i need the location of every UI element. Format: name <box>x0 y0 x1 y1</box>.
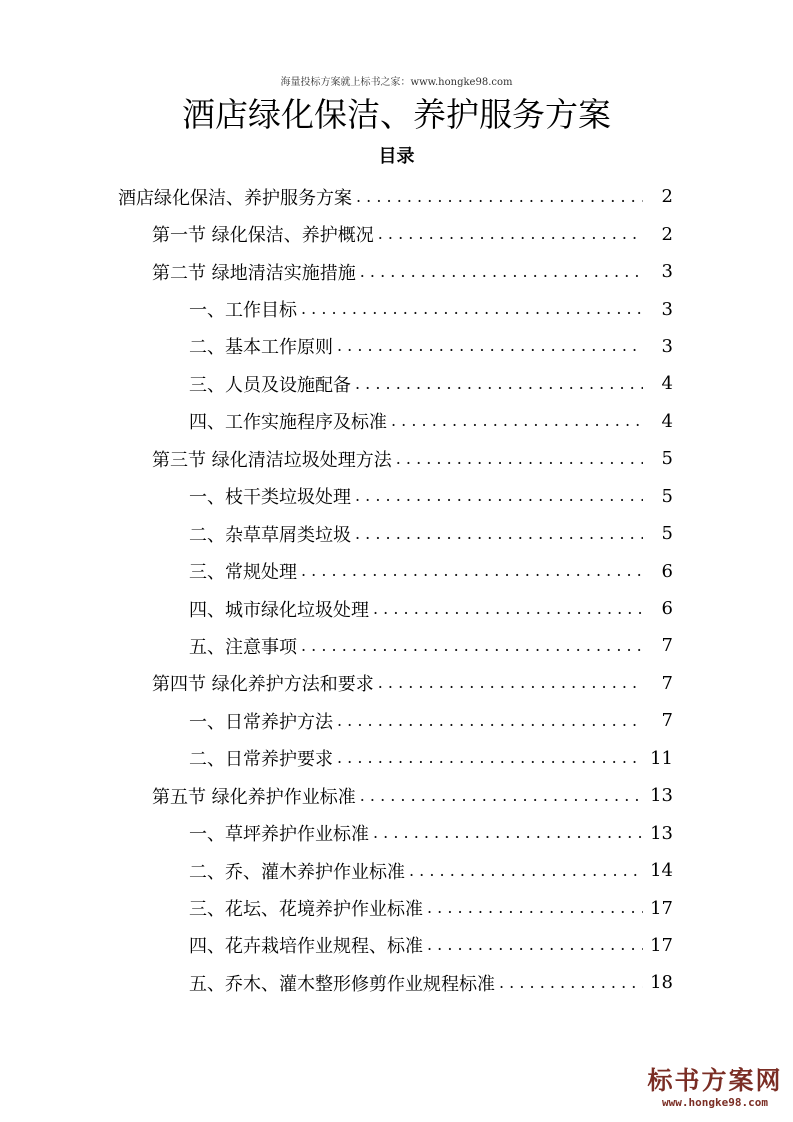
toc-dot-leader <box>301 560 643 582</box>
toc-entry-title: 第三节 绿化清洁垃圾处理方法 <box>152 449 392 471</box>
toc-entry-title: 四、工作实施程序及标准 <box>189 412 387 434</box>
toc-page-number: 4 <box>661 373 673 395</box>
toc-dot-leader <box>301 298 643 320</box>
toc-page-number: 13 <box>650 822 673 844</box>
toc-entry-title: 五、注意事项 <box>189 636 297 658</box>
toc-entry[interactable] <box>0 627 793 664</box>
toc-page-number: 13 <box>650 785 673 807</box>
toc-dot-leader <box>378 223 643 245</box>
toc-page-number: 3 <box>661 335 673 357</box>
toc-page-number: 18 <box>650 972 673 994</box>
toc-entry[interactable] <box>0 964 793 1001</box>
toc-entry-title: 二、乔、灌木养护作业标准 <box>189 861 405 883</box>
toc-dot-leader <box>409 860 643 882</box>
toc-page-number: 5 <box>661 448 673 470</box>
toc-entry-title: 第一节 绿化保洁、养护概况 <box>152 225 374 247</box>
header-note: 海量投标方案就上标书之家：www.hongke98.com <box>280 77 513 88</box>
toc-page-number: 14 <box>650 860 673 882</box>
toc-page-number: 2 <box>661 223 673 245</box>
toc-heading: 目录 <box>378 146 415 167</box>
toc-dot-leader <box>391 410 643 432</box>
toc-entry[interactable] <box>0 552 793 589</box>
toc-entry[interactable] <box>0 290 793 327</box>
toc-dot-leader <box>373 598 643 620</box>
toc-entry-title: 三、人员及设施配备 <box>189 374 351 396</box>
toc-entry-title: 二、杂草草屑类垃圾 <box>189 524 351 546</box>
toc-entry[interactable] <box>0 590 793 627</box>
toc-dot-leader <box>499 972 643 994</box>
toc-entry-title: 二、基本工作原则 <box>189 337 333 359</box>
toc-entry[interactable] <box>0 852 793 889</box>
toc-dot-leader <box>373 822 643 844</box>
toc-page-number: 5 <box>661 523 673 545</box>
toc-dot-leader <box>337 710 643 732</box>
toc-entry-title: 第二节 绿地清洁实施措施 <box>152 262 356 284</box>
toc-page-number: 6 <box>661 598 673 620</box>
toc-page-number: 17 <box>650 934 673 956</box>
toc-dot-leader <box>355 373 643 395</box>
toc-dot-leader <box>337 335 643 357</box>
toc-page-number: 17 <box>650 897 673 919</box>
toc-page-number: 7 <box>661 710 673 732</box>
toc-entry-title: 四、城市绿化垃圾处理 <box>189 599 369 621</box>
toc-entry-title: 第四节 绿化养护方法和要求 <box>152 674 374 696</box>
toc-entry[interactable] <box>0 365 793 402</box>
toc-entry[interactable] <box>0 253 793 290</box>
toc-page-number: 11 <box>650 747 673 769</box>
toc-entry[interactable] <box>0 740 793 777</box>
toc-entry-title: 一、日常养护方法 <box>189 711 333 733</box>
toc-dot-leader <box>356 186 643 208</box>
toc-entry[interactable] <box>0 328 793 365</box>
toc-page-number: 4 <box>661 410 673 432</box>
toc-dot-leader <box>337 747 643 769</box>
toc-page-number: 3 <box>661 261 673 283</box>
toc-entry[interactable] <box>0 777 793 814</box>
toc-page-number: 7 <box>661 672 673 694</box>
toc-dot-leader <box>355 523 643 545</box>
toc-dot-leader <box>360 261 643 283</box>
toc-entry[interactable] <box>0 889 793 926</box>
toc-page-number: 5 <box>661 485 673 507</box>
toc-entry-title: 一、工作目标 <box>189 300 297 322</box>
toc-entry-title: 酒店绿化保洁、养护服务方案 <box>118 187 352 209</box>
toc-entry-title: 一、草坪养护作业标准 <box>189 824 369 846</box>
toc-entry-title: 五、乔木、灌木整形修剪作业规程标准 <box>189 973 495 995</box>
toc-page-number: 7 <box>661 635 673 657</box>
toc-entry-title: 三、花坛、花境养护作业标准 <box>189 899 423 921</box>
toc-page-number: 6 <box>661 560 673 582</box>
toc-entry[interactable] <box>0 702 793 739</box>
toc-entry[interactable] <box>0 665 793 702</box>
toc-entry[interactable] <box>0 478 793 515</box>
toc-dot-leader <box>301 635 643 657</box>
toc-entry[interactable] <box>0 440 793 477</box>
toc-entry-title: 四、花卉栽培作业规程、标准 <box>189 936 423 958</box>
toc-entry-title: 一、枝干类垃圾处理 <box>189 487 351 509</box>
toc-entry[interactable] <box>0 215 793 252</box>
site-logo <box>640 1066 790 1110</box>
toc-dot-leader <box>360 785 643 807</box>
toc-entry-title: 三、常规处理 <box>189 562 297 584</box>
logo-mark: 标书方案网 <box>647 1066 783 1095</box>
table-of-contents <box>0 178 793 1002</box>
toc-entry[interactable] <box>0 927 793 964</box>
logo-url: www.hongke98.com <box>662 1096 768 1109</box>
toc-entry[interactable] <box>0 515 793 552</box>
toc-dot-leader <box>427 897 643 919</box>
toc-dot-leader <box>396 448 643 470</box>
toc-entry-title: 二、日常养护要求 <box>189 749 333 771</box>
toc-entry[interactable] <box>0 403 793 440</box>
toc-page-number: 3 <box>661 298 673 320</box>
toc-entry[interactable] <box>0 814 793 851</box>
toc-dot-leader <box>355 485 643 507</box>
toc-entry-title: 第五节 绿化养护作业标准 <box>152 786 356 808</box>
document-title: 酒店绿化保洁、养护服务方案 <box>182 95 611 134</box>
toc-dot-leader <box>427 934 643 956</box>
toc-entry[interactable] <box>0 178 793 215</box>
toc-dot-leader <box>378 672 643 694</box>
toc-page-number: 2 <box>661 186 673 208</box>
